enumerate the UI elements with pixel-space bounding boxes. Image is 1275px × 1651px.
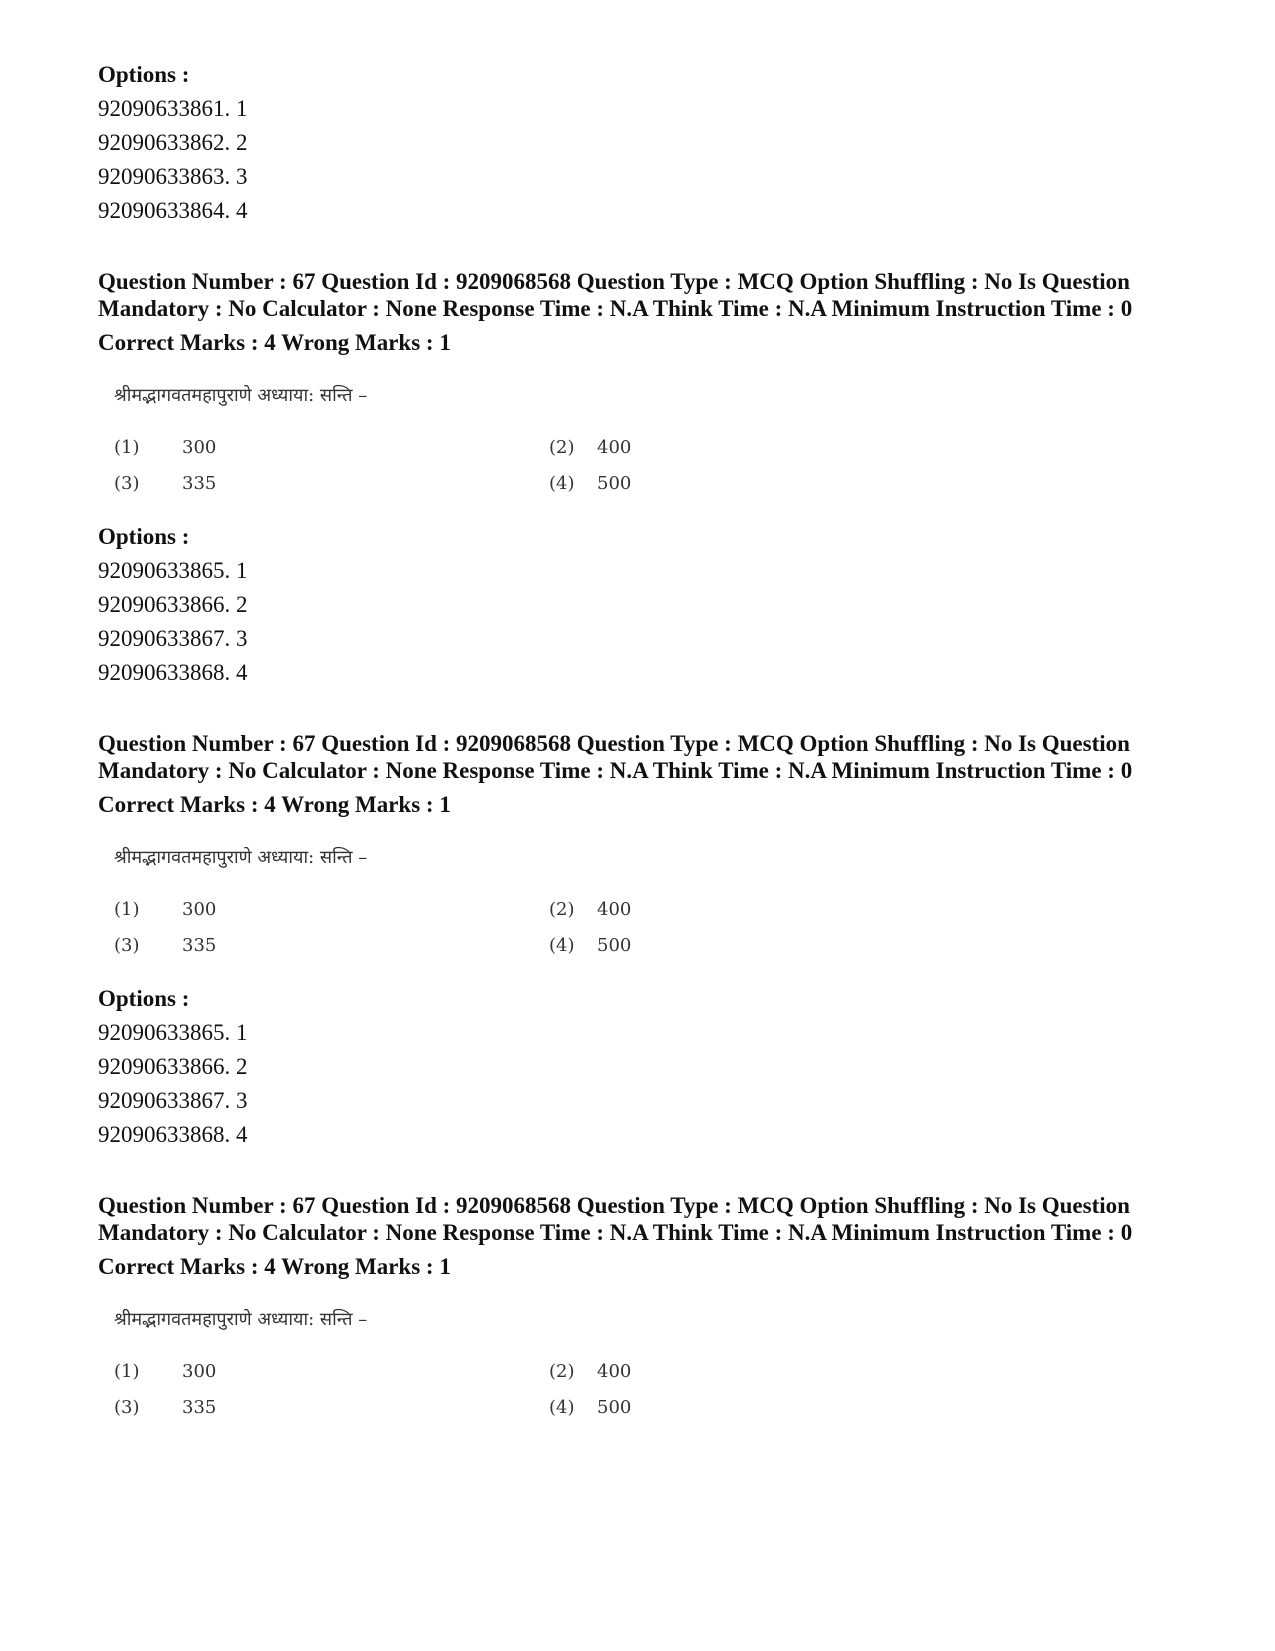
question-stem: श्रीमद्भागवतमहापुराणे अध्याया: सन्ति – [114, 1309, 368, 1330]
choice-number: (1) [114, 898, 140, 920]
choice-number: (2) [549, 898, 575, 920]
question-block [98, 730, 1178, 1152]
question-marks: Correct Marks : 4 Wrong Marks : 1 [98, 330, 451, 355]
options-title: Options : [98, 524, 190, 549]
choice-number: (1) [114, 1360, 140, 1382]
question-header: Question Number : 67 Question Id : 9209068568 Question Type : MCQ Option Shuffling : No Is Question Mandatory : No Calculator : None Response Time : N.A Think Time : N.A Minimum Instruction Time : 0 [98, 731, 1133, 783]
option-line: 92090633866. 2 [98, 1054, 248, 1079]
option-line: 92090633867. 3 [98, 1088, 248, 1113]
choice-number: (4) [549, 1396, 575, 1418]
choice [549, 473, 654, 494]
choice [114, 1361, 549, 1382]
choice-number: (2) [549, 436, 575, 458]
question-block [98, 1192, 1178, 1425]
choice [114, 473, 549, 494]
question-image [114, 845, 654, 963]
choice-value: 500 [597, 934, 632, 956]
question-marks: Correct Marks : 4 Wrong Marks : 1 [98, 792, 451, 817]
choice-row [114, 465, 654, 501]
option-line: 92090633866. 2 [98, 592, 248, 617]
options-block [98, 982, 1178, 1152]
document-page [98, 58, 1178, 1425]
question-stem: श्रीमद्भागवतमहापुराणे अध्याया: सन्ति – [114, 385, 368, 406]
option-line: 92090633865. 1 [98, 558, 248, 583]
choice-number: (1) [114, 436, 140, 458]
choice-number: (3) [114, 1396, 140, 1418]
options-title: Options : [98, 62, 190, 87]
option-line: 92090633865. 1 [98, 1020, 248, 1045]
choice [114, 1397, 549, 1418]
choice-value: 500 [597, 1396, 632, 1418]
option-line: 92090633862. 2 [98, 130, 248, 155]
choice-row [114, 927, 654, 963]
option-line: 92090633861. 1 [98, 96, 248, 121]
choice-value: 335 [182, 934, 217, 956]
option-line: 92090633867. 3 [98, 626, 248, 651]
choice-row [114, 429, 654, 465]
question-image [114, 1307, 654, 1425]
question-stem: श्रीमद्भागवतमहापुराणे अध्याया: सन्ति – [114, 847, 368, 868]
choice-number: (3) [114, 472, 140, 494]
question-header: Question Number : 67 Question Id : 9209068568 Question Type : MCQ Option Shuffling : No Is Question Mandatory : No Calculator : None Response Time : N.A Think Time : N.A Minimum Instruction Time : 0 [98, 1193, 1133, 1245]
question-header: Question Number : 67 Question Id : 9209068568 Question Type : MCQ Option Shuffling : No Is Question Mandatory : No Calculator : None Response Time : N.A Think Time : N.A Minimum Instruction Time : 0 [98, 269, 1133, 321]
choice [114, 935, 549, 956]
choice-value: 500 [597, 472, 632, 494]
choice-value: 300 [182, 1360, 217, 1382]
question-marks: Correct Marks : 4 Wrong Marks : 1 [98, 1254, 451, 1279]
choice-number: (4) [549, 934, 575, 956]
choice-value: 300 [182, 436, 217, 458]
options-block [98, 58, 1178, 228]
options-title: Options : [98, 986, 190, 1011]
choice-value: 400 [597, 1360, 632, 1382]
option-line: 92090633868. 4 [98, 1122, 248, 1147]
choice [114, 899, 549, 920]
choice-number: (4) [549, 472, 575, 494]
choice-row [114, 1389, 654, 1425]
choice-number: (2) [549, 1360, 575, 1382]
choice [549, 1361, 654, 1382]
choice-value: 335 [182, 472, 217, 494]
choice-value: 300 [182, 898, 217, 920]
option-line: 92090633863. 3 [98, 164, 248, 189]
choice [549, 899, 654, 920]
choice-value: 335 [182, 1396, 217, 1418]
choice-row [114, 891, 654, 927]
choice-number: (3) [114, 934, 140, 956]
choice [549, 437, 654, 458]
choice [549, 1397, 654, 1418]
question-image [114, 383, 654, 501]
option-line: 92090633864. 4 [98, 198, 248, 223]
choice-value: 400 [597, 898, 632, 920]
choice [549, 935, 654, 956]
choice-row [114, 1353, 654, 1389]
choice-value: 400 [597, 436, 632, 458]
choice [114, 437, 549, 458]
options-block [98, 520, 1178, 690]
question-block [98, 268, 1178, 690]
option-line: 92090633868. 4 [98, 660, 248, 685]
